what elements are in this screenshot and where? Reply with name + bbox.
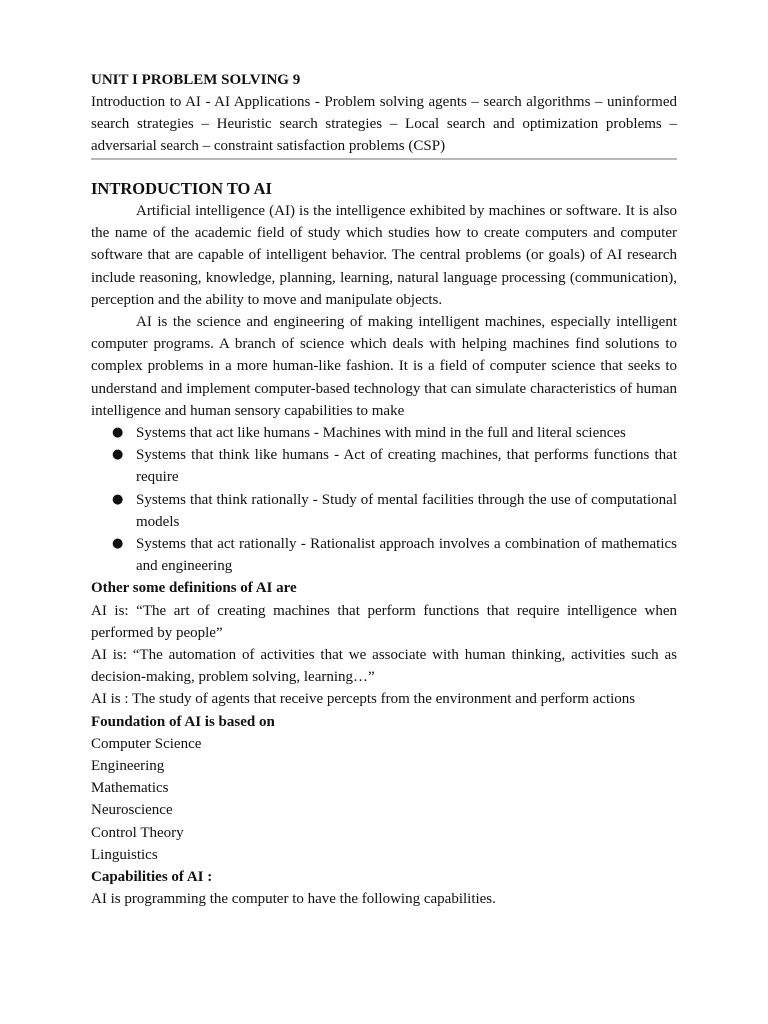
bullet-icon: ● [112,447,124,463]
bullet-icon: ● [112,425,124,441]
definition-item: AI is: “The art of creating machines that perform functions that require intelligence when performed by people” [91,602,677,641]
capabilities-heading: Capabilities of AI : [91,869,213,886]
bullet-item [112,489,677,533]
bullet-item [112,533,677,577]
unit-topics: Introduction to AI - AI Applications - Problem solving agents – search algorithms – uninformed search strategies – Heuristic search strategies – Local search and optimization problems – adversarial search – constraint satisfaction problems (CSP) [91,94,677,154]
bullet-text: Systems that think rationally - Study of mental facilities through the use of computational models [136,491,677,530]
bullet-item [112,444,677,488]
bullet-text: Systems that act like humans - Machines with mind in the full and literal sciences [136,425,626,442]
foundation-item: Engineering [91,758,165,775]
bullet-text: Systems that think like humans - Act of creating machines, that performs functions that require [136,447,677,486]
systems-bullet-list [91,422,677,577]
bullet-icon: ● [112,491,124,507]
horizontal-rule [91,158,677,160]
intro-paragraph-2: AI is the science and engineering of making intelligent machines, especially intelligent computer programs. A branch of science which deals with helping machines find solutions to complex problems in a more human-like fashion. It is a field of computer science that seeks to understand and implement computer-based technology that can simulate characteristics of human intelligence and human sensory capabilities to make [91,314,677,419]
bullet-icon: ● [112,536,124,552]
bullet-text: Systems that act rationally - Rationalist approach involves a combination of mathematics and engineering [136,536,677,575]
section-heading-introduction: INTRODUCTION TO AI [91,179,272,198]
unit-title: UNIT I PROBLEM SOLVING 9 [91,72,301,88]
foundation-heading: Foundation of AI is based on [91,713,275,730]
foundation-item: Computer Science [91,735,202,752]
foundation-item: Neuroscience [91,802,173,819]
capabilities-text: AI is programming the computer to have the following capabilities. [91,891,496,908]
definitions-heading: Other some definitions of AI are [91,580,297,597]
bullet-item [112,422,677,444]
foundation-item: Control Theory [91,824,184,841]
foundation-item: Linguistics [91,846,158,863]
definition-item: AI is: “The automation of activities that we associate with human thinking, activities such as decision-making, problem solving, learning…” [91,647,677,686]
intro-paragraph-1: Artificial intelligence (AI) is the intelligence exhibited by machines or software. It is also the name of the academic field of study which studies how to create computers and computer software that are capable of intelligent behavior. The central problems (or goals) of AI research include reasoning, knowledge, planning, learning, natural language processing (communication), perception and the ability to move and manipulate objects. [91,203,677,308]
definition-item: AI is : The study of agents that receive percepts from the environment and perform actions [91,691,636,708]
foundation-item: Mathematics [91,780,169,797]
